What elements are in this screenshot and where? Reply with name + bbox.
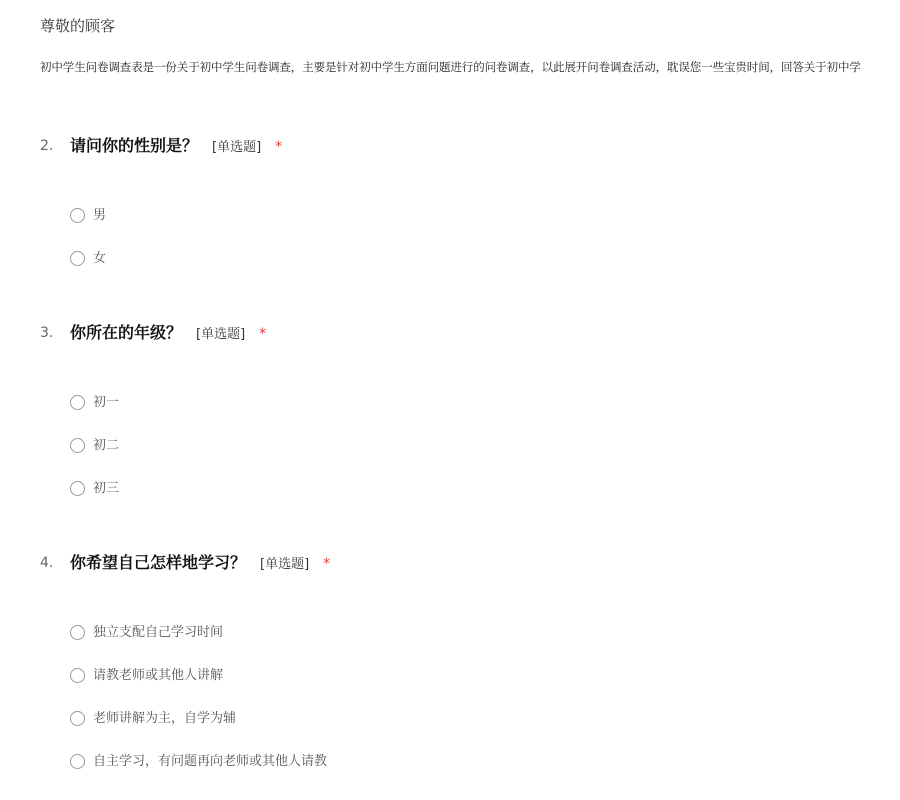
radio-button[interactable] [70,251,85,266]
option-label: 老师讲解为主，自学为辅 [93,711,237,726]
question-title-text: 你所在的年级？ [70,323,183,342]
radio-button[interactable] [70,754,85,769]
radio-button[interactable] [70,481,85,496]
option-label: 初一 [93,395,120,410]
question-header [40,321,900,345]
option-label: 初二 [93,438,120,453]
radio-button[interactable] [70,395,85,410]
option-label: 女 [93,251,107,266]
question-number: 4. [40,555,54,571]
question-number: 3. [40,325,54,341]
question-grade [40,321,900,496]
question-header [40,134,900,158]
option-label: 独立支配自己学习时间 [93,625,224,640]
option-label: 请教老师或其他人讲解 [93,668,224,683]
radio-button[interactable] [70,625,85,640]
question-type-label: [单选题] [196,327,246,342]
question-gender [40,134,900,266]
question-title [70,321,266,347]
question-title [70,134,282,160]
required-asterisk: * [323,556,331,572]
question-type-label: [单选题] [212,140,262,155]
question-title-text: 你希望自己怎样地学习？ [70,553,247,572]
radio-button[interactable] [70,208,85,223]
radio-button[interactable] [70,711,85,726]
option-label: 初三 [93,481,120,496]
question-title [70,551,330,577]
option-label: 男 [93,208,107,223]
question-learning-style [40,551,900,769]
required-asterisk: * [275,139,283,155]
survey-intro-text: 初中学生问卷调查表是一份关于初中学生问卷调查，主要是针对初中学生方面问题进行的问卷调查，以此展开问卷调查活动，耽误您一些宝贵时间，回答关于初中学 [40,60,861,74]
option-label: 自主学习，有问题再向老师或其他人请教 [93,754,328,769]
radio-button[interactable] [70,438,85,453]
question-type-label: [单选题] [260,557,310,572]
question-header [40,551,900,575]
required-asterisk: * [259,326,267,342]
greeting-heading: 尊敬的顾客 [40,17,116,35]
question-title-text: 请问你的性别是？ [70,136,199,155]
question-number: 2. [40,138,54,154]
radio-button[interactable] [70,668,85,683]
